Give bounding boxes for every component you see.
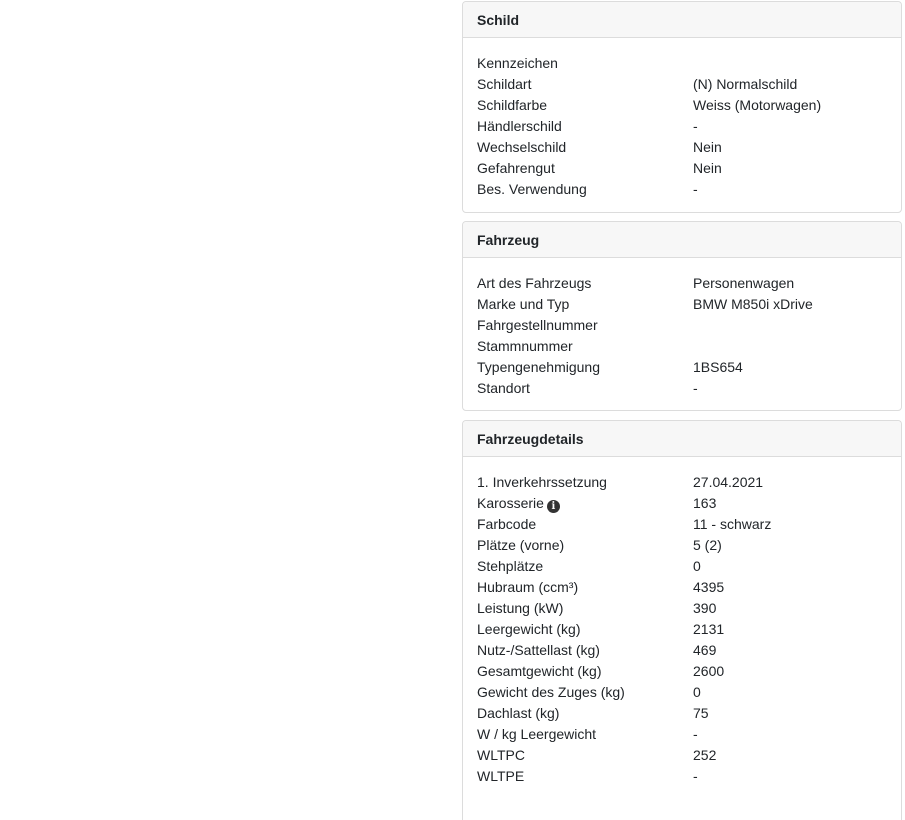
row-value: Nein bbox=[693, 160, 722, 176]
row-label: Dachlast (kg) bbox=[477, 705, 560, 721]
fahrzeugdetails-card-body bbox=[463, 457, 901, 795]
row-label: Stehplätze bbox=[477, 558, 544, 574]
fahrzeug-card bbox=[462, 221, 902, 411]
row-label: Gesamtgewicht (kg) bbox=[477, 663, 602, 679]
row-value: - bbox=[693, 726, 698, 742]
details-row-farbcode bbox=[477, 514, 887, 535]
row-label: Karosserie bbox=[477, 495, 544, 511]
details-row-dachlast bbox=[477, 703, 887, 724]
row-value: - bbox=[693, 380, 698, 396]
row-value: - bbox=[693, 768, 698, 784]
row-label: Kennzeichen bbox=[477, 55, 558, 71]
row-value: 0 bbox=[693, 558, 701, 574]
fahrzeug-row-stammnummer bbox=[477, 336, 887, 357]
details-row-plaetze bbox=[477, 535, 887, 556]
row-value: BMW M850i xDrive bbox=[693, 296, 813, 312]
row-label: Wechselschild bbox=[477, 139, 567, 155]
details-row-leistung bbox=[477, 598, 887, 619]
details-row-gewicht-zug bbox=[477, 682, 887, 703]
row-value: 27.04.2021 bbox=[693, 474, 764, 490]
row-value: 390 bbox=[693, 600, 717, 616]
fahrzeug-row-typengenehmigung bbox=[477, 357, 887, 378]
row-value: 469 bbox=[693, 642, 717, 658]
fahrzeugdetails-card-title: Fahrzeugdetails bbox=[463, 421, 901, 457]
row-label: Typengenehmigung bbox=[477, 359, 600, 375]
row-label: Art des Fahrzeugs bbox=[477, 275, 592, 291]
row-value: - bbox=[693, 118, 698, 134]
row-label: Marke und Typ bbox=[477, 296, 570, 312]
row-value: 2131 bbox=[693, 621, 725, 637]
schild-card bbox=[462, 1, 902, 213]
row-label: 1. Inverkehrssetzung bbox=[477, 474, 607, 490]
row-value: Personenwagen bbox=[693, 275, 795, 291]
fahrzeug-card-title: Fahrzeug bbox=[463, 222, 901, 258]
row-label: Hubraum (ccm³) bbox=[477, 579, 579, 595]
row-label: Fahrgestellnummer bbox=[477, 317, 598, 333]
row-label: Bes. Verwendung bbox=[477, 181, 587, 197]
details-row-wltpe bbox=[477, 766, 887, 787]
row-value: Nein bbox=[693, 139, 722, 155]
schild-row-bes-verwendung bbox=[477, 179, 887, 200]
schild-row-schildart bbox=[477, 74, 887, 95]
row-value: 1BS654 bbox=[693, 359, 743, 375]
fahrzeug-row-standort bbox=[477, 378, 887, 399]
row-value: 11 - schwarz bbox=[693, 516, 772, 532]
row-value: - bbox=[693, 181, 698, 197]
row-value: 4395 bbox=[693, 579, 725, 595]
info-icon[interactable]: i bbox=[547, 500, 560, 513]
schild-card-title: Schild bbox=[463, 2, 901, 38]
schild-row-gefahrengut bbox=[477, 158, 887, 179]
schild-row-wechselschild bbox=[477, 137, 887, 158]
fahrzeug-card-body bbox=[463, 258, 901, 407]
row-value: Weiss (Motorwagen) bbox=[693, 97, 822, 113]
fahrzeug-row-art bbox=[477, 273, 887, 294]
fahrzeugdetails-card bbox=[462, 420, 902, 820]
row-value: (N) Normalschild bbox=[693, 76, 798, 92]
row-label: Standort bbox=[477, 380, 530, 396]
row-label: WLTPE bbox=[477, 768, 525, 784]
row-value: 2600 bbox=[693, 663, 725, 679]
details-row-karosserie bbox=[477, 493, 887, 514]
row-value: 5 (2) bbox=[693, 537, 722, 553]
row-label: Leistung (kW) bbox=[477, 600, 564, 616]
row-value: 252 bbox=[693, 747, 717, 763]
row-label: Nutz-/Sattellast (kg) bbox=[477, 642, 600, 658]
row-label: Stammnummer bbox=[477, 338, 573, 354]
row-label: Schildart bbox=[477, 76, 532, 92]
row-label: W / kg Leergewicht bbox=[477, 726, 597, 742]
row-label: Schildfarbe bbox=[477, 97, 548, 113]
row-label: Farbcode bbox=[477, 516, 537, 532]
details-row-nutzlast bbox=[477, 640, 887, 661]
row-value: 0 bbox=[693, 684, 701, 700]
fahrzeug-row-fahrgestellnummer bbox=[477, 315, 887, 336]
row-label: Plätze (vorne) bbox=[477, 537, 565, 553]
details-row-gesamtgewicht bbox=[477, 661, 887, 682]
details-row-w-kg bbox=[477, 724, 887, 745]
details-row-leergewicht bbox=[477, 619, 887, 640]
row-value: 75 bbox=[693, 705, 709, 721]
schild-row-haendlerschild bbox=[477, 116, 887, 137]
details-row-stehplaetze bbox=[477, 556, 887, 577]
row-label-wrap bbox=[477, 493, 560, 514]
details-row-wltpc bbox=[477, 745, 887, 766]
row-label: WLTPC bbox=[477, 747, 525, 763]
row-value: 163 bbox=[693, 495, 717, 511]
schild-row-schildfarbe bbox=[477, 95, 887, 116]
row-label: Leergewicht (kg) bbox=[477, 621, 581, 637]
row-label: Gewicht des Zuges (kg) bbox=[477, 684, 625, 700]
schild-row-kennzeichen bbox=[477, 53, 887, 74]
fahrzeug-row-marke-typ bbox=[477, 294, 887, 315]
row-label: Händlerschild bbox=[477, 118, 562, 134]
details-row-hubraum bbox=[477, 577, 887, 598]
schild-card-body bbox=[463, 38, 901, 208]
row-label: Gefahrengut bbox=[477, 160, 555, 176]
details-row-inverkehrssetzung bbox=[477, 472, 887, 493]
